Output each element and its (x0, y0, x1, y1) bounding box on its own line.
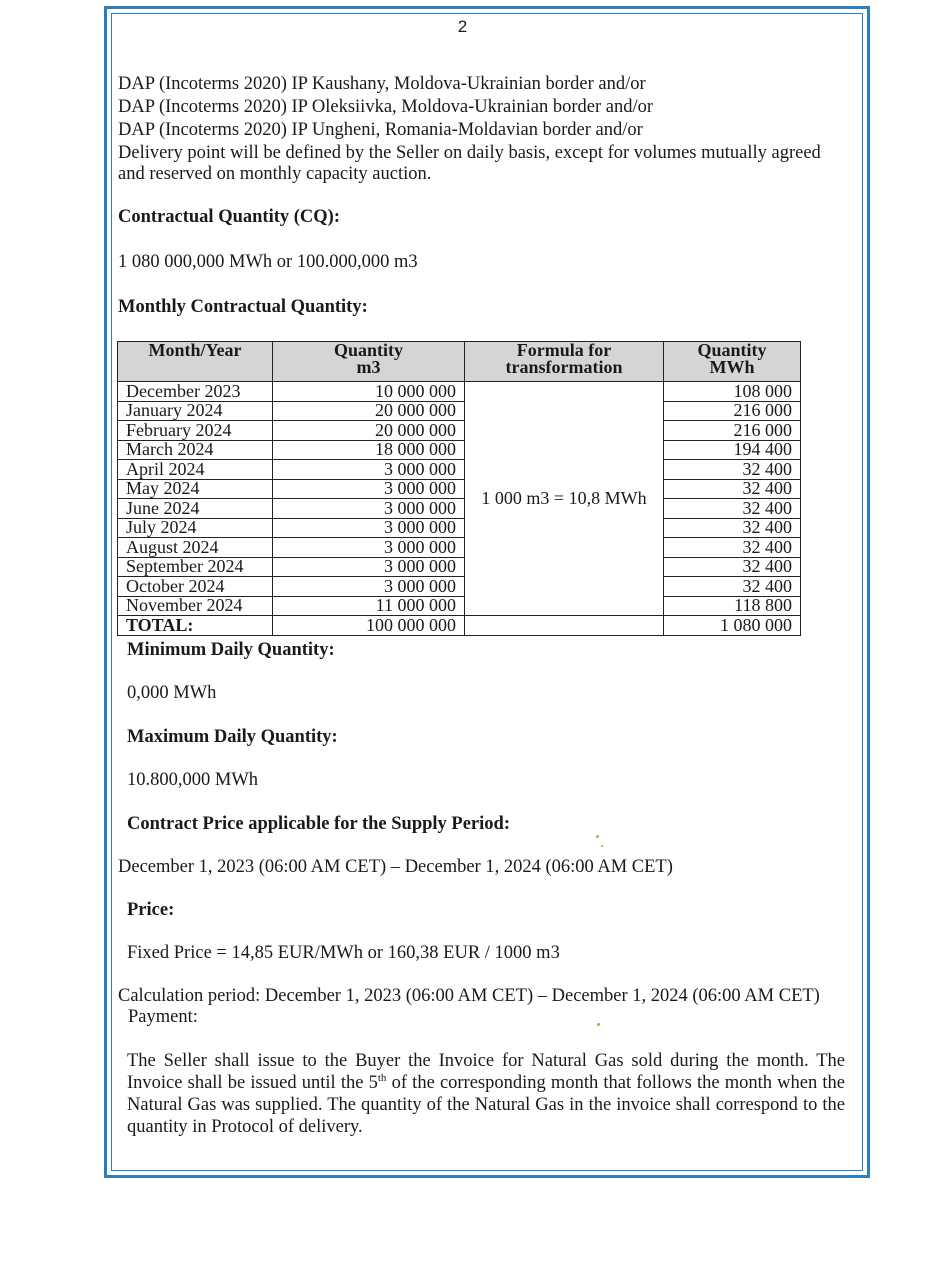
cell-mwh: 32 400 (664, 460, 801, 480)
total-mwh: 1 080 000 (664, 616, 801, 636)
header-quantity-mwh: Quantity MWh (664, 342, 801, 382)
cell-m3: 3 000 000 (273, 577, 465, 597)
cell-m3: 10 000 000 (273, 382, 465, 402)
cell-mwh: 32 400 (664, 479, 801, 499)
cell-mwh: 32 400 (664, 538, 801, 558)
payment-heading: Payment: (128, 1007, 198, 1027)
cell-m3: 3 000 000 (273, 557, 465, 577)
cell-m3: 3 000 000 (273, 518, 465, 538)
formula-cell: 1 000 m3 = 10,8 MWh (465, 382, 664, 616)
cell-mwh: 216 000 (664, 401, 801, 421)
delivery-line-2: DAP (Incoterms 2020) IP Oleksiivka, Moldova-Ukrainian border and/or (118, 97, 654, 117)
cq-value: 1 080 000,000 MWh or 100.000,000 m3 (118, 252, 418, 272)
header-formula: Formula for transformation (465, 342, 664, 382)
max-daily-heading: Maximum Daily Quantity: (127, 727, 338, 747)
page-number: 2 (457, 17, 468, 36)
cell-mwh: 108 000 (664, 382, 801, 402)
fixed-price: Fixed Price = 14,85 EUR/MWh or 160,38 EUR / 1000 m3 (127, 943, 560, 963)
table-row (118, 538, 801, 558)
table-total-row (118, 616, 801, 636)
cell-month: March 2024 (118, 440, 273, 460)
cell-month: April 2024 (118, 460, 273, 480)
table-row (118, 499, 801, 519)
cell-mwh: 118 800 (664, 596, 801, 616)
calculation-period: Calculation period: December 1, 2023 (06:00 AM CET) – December 1, 2024 (06:00 AM CET) (118, 986, 820, 1006)
table-row (118, 577, 801, 597)
delivery-line-3: DAP (Incoterms 2020) IP Ungheni, Romania-Moldavian border and/or (118, 120, 643, 140)
scan-speck (596, 835, 599, 838)
cell-mwh: 194 400 (664, 440, 801, 460)
cq-heading: Contractual Quantity (CQ): (118, 207, 340, 227)
cell-mwh: 216 000 (664, 421, 801, 441)
cell-month: June 2024 (118, 499, 273, 519)
total-label: TOTAL: (118, 616, 273, 636)
supply-period: December 1, 2023 (06:00 AM CET) – December 1, 2024 (06:00 AM CET) (118, 857, 673, 877)
cell-month: July 2024 (118, 518, 273, 538)
cell-mwh: 32 400 (664, 557, 801, 577)
delivery-line-5: and reserved on monthly capacity auction. (118, 164, 432, 184)
payment-paragraph (127, 1050, 845, 1138)
cell-m3: 18 000 000 (273, 440, 465, 460)
total-formula-empty (465, 616, 664, 636)
cell-month: August 2024 (118, 538, 273, 558)
contract-price-heading: Contract Price applicable for the Supply Period: (127, 814, 510, 834)
delivery-line-1: DAP (Incoterms 2020) IP Kaushany, Moldova-Ukrainian border and/or (118, 74, 646, 94)
table-row (118, 440, 801, 460)
cell-month: December 2023 (118, 382, 273, 402)
price-heading: Price: (127, 900, 175, 920)
table-row (118, 596, 801, 616)
scan-speck (601, 845, 603, 847)
min-daily-value: 0,000 MWh (127, 683, 217, 703)
min-daily-heading: Minimum Daily Quantity: (127, 640, 335, 660)
mcq-heading: Monthly Contractual Quantity: (118, 297, 368, 317)
cell-m3: 20 000 000 (273, 421, 465, 441)
monthly-quantity-table (117, 341, 801, 636)
cell-m3: 3 000 000 (273, 460, 465, 480)
table-row (118, 382, 801, 402)
delivery-line-4: Delivery point will be defined by the Seller on daily basis, except for volumes mutually agreed (118, 143, 821, 163)
payment-text-1: The Seller shall issue to the Buyer the Invoice for Natural Gas sold during the month. The Invoice shall be issued until the 5 (127, 1051, 845, 1093)
cell-m3: 3 000 000 (273, 479, 465, 499)
cell-mwh: 32 400 (664, 499, 801, 519)
max-daily-value: 10.800,000 MWh (127, 770, 259, 790)
cell-month: October 2024 (118, 577, 273, 597)
payment-text-2: of the corresponding month that follows the month when the Natural Gas was supplied. The quantity of the Natural Gas in the invoice shall correspond to the quantity in Protocol of delivery. (127, 1073, 845, 1137)
scan-speck (597, 1023, 600, 1026)
cell-m3: 3 000 000 (273, 538, 465, 558)
table-row (118, 460, 801, 480)
table-row (118, 421, 801, 441)
cell-mwh: 32 400 (664, 577, 801, 597)
table-row (118, 479, 801, 499)
table-row (118, 401, 801, 421)
table-header-row (118, 342, 801, 382)
payment-superscript: th (377, 1071, 387, 1084)
cell-month: February 2024 (118, 421, 273, 441)
header-quantity-m3: Quantity m3 (273, 342, 465, 382)
total-m3: 100 000 000 (273, 616, 465, 636)
cell-month: September 2024 (118, 557, 273, 577)
cell-m3: 3 000 000 (273, 499, 465, 519)
table-row (118, 518, 801, 538)
cell-mwh: 32 400 (664, 518, 801, 538)
cell-m3: 11 000 000 (273, 596, 465, 616)
table-row (118, 557, 801, 577)
cell-month: January 2024 (118, 401, 273, 421)
header-month-year: Month/Year (118, 342, 273, 382)
cell-month: May 2024 (118, 479, 273, 499)
cell-month: November 2024 (118, 596, 273, 616)
cell-m3: 20 000 000 (273, 401, 465, 421)
